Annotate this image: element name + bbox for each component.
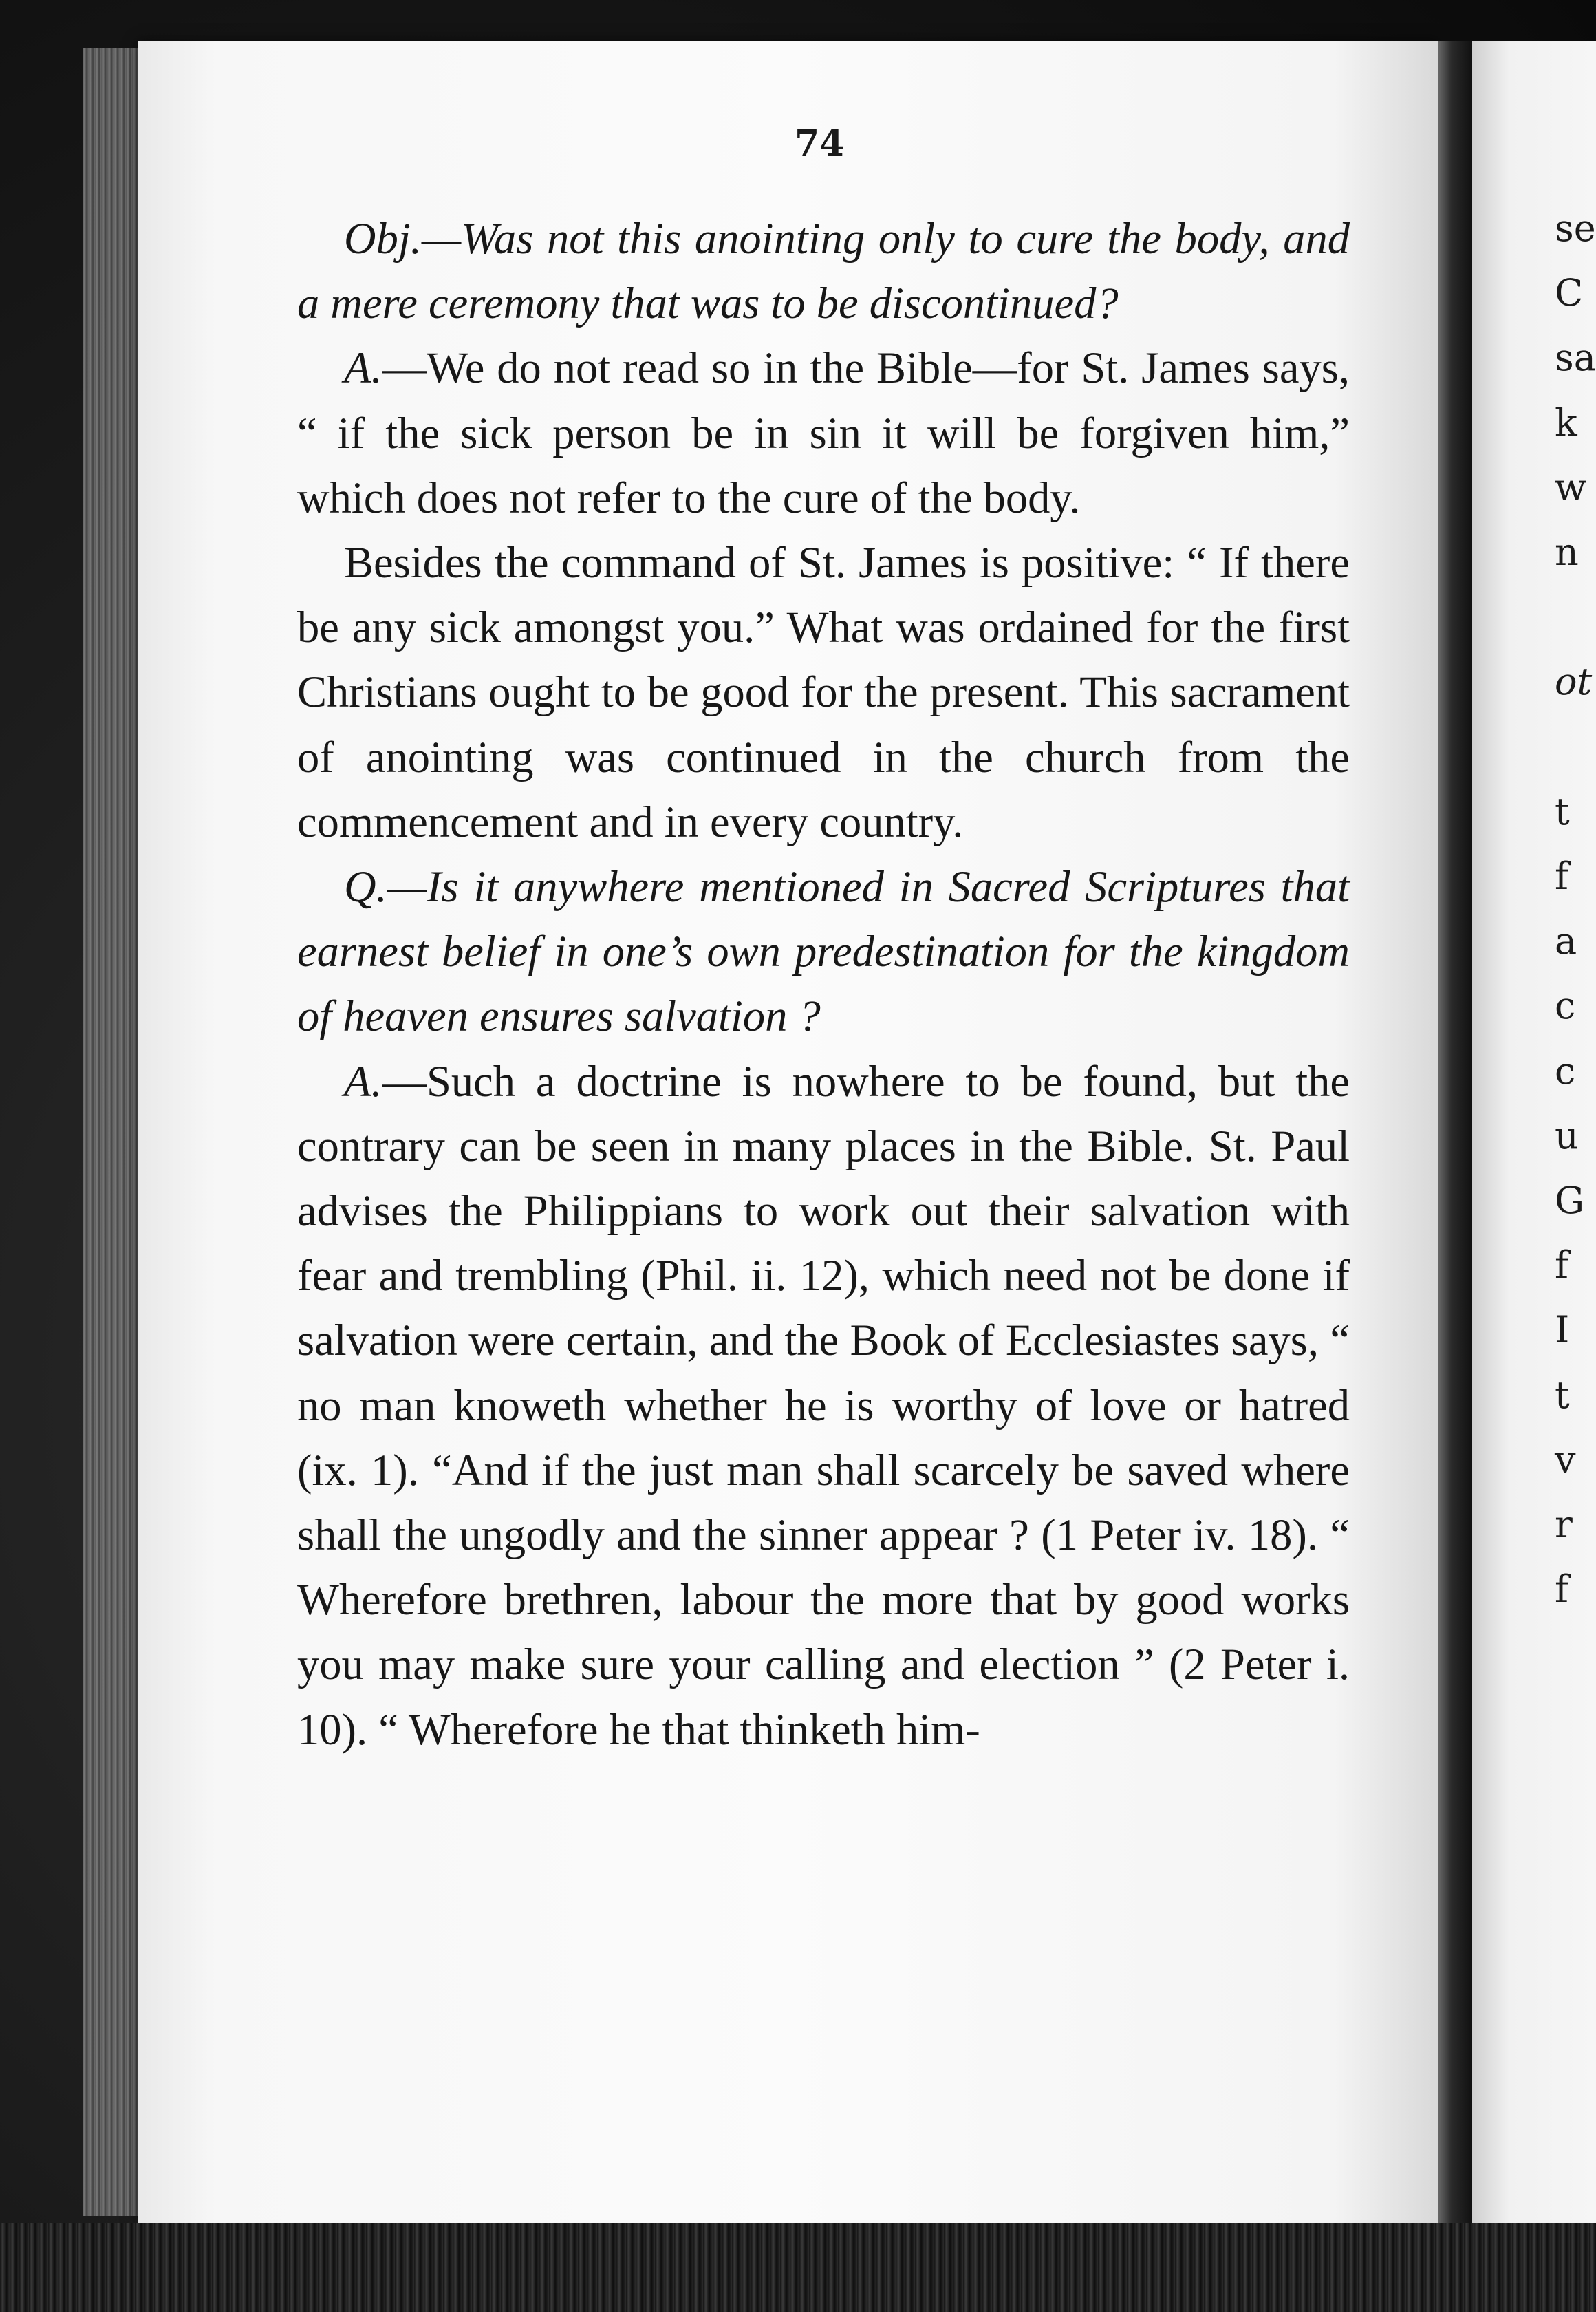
facing-page-line: C xyxy=(1555,271,1584,315)
facing-page-line: f xyxy=(1555,855,1568,898)
page-number: 74 xyxy=(795,122,845,164)
objection-paragraph xyxy=(297,206,1350,336)
paragraph-text: Besides the command of St. James is positive: “ If there be any sick amongst you.” What was ordained for the first Christians ought to be good for the present. This sacrament of anointing was continued in the church from the commencement and in every country. xyxy=(297,538,1350,846)
answer-paragraph xyxy=(297,1049,1350,1762)
facing-page-line: se xyxy=(1555,206,1596,250)
paragraph-text: —Is it anywhere mentioned in Sacred Scriptures that earnest belief in one’s own predestination for the kingdom of heaven ensures salvation ? xyxy=(297,862,1350,1041)
book-gutter xyxy=(1438,41,1472,2223)
scan-bottom-edge xyxy=(0,2223,1596,2312)
facing-page-line: c xyxy=(1555,1049,1576,1093)
facing-page-line: a xyxy=(1555,919,1577,963)
question-paragraph xyxy=(297,855,1350,1049)
facing-page-line: r xyxy=(1555,1503,1573,1546)
page-stack-edge xyxy=(83,48,144,2216)
paragraph-text: —Was not this anointing only to cure the body, and a mere ceremony that was to be discontinued? xyxy=(297,214,1350,328)
facing-page-line: c xyxy=(1555,984,1576,1028)
paragraph-text: —Such a doctrine is nowhere to be found, but the contrary can be seen in many places in the Bible. St. Paul advises the Philippians to work out their salvation with fear and trembling (Phil. ii. 12), which need not be done if salvation were certain, and the Book of Ecclesiastes says, “ no man knoweth whether he is worthy of love or hatred (ix. 1). “And if the just man shall scarcely be saved where shall the ungodly and the sinner appear ? (1 Peter iv. 18). “ Wherefore brethren, labour the more that by good works you may make sure your calling and election ” (2 Peter i. 10). “ Wherefore he that thinketh him- xyxy=(297,1056,1350,1754)
facing-page-line: ot xyxy=(1555,660,1593,704)
facing-page-line: w xyxy=(1555,465,1587,509)
paragraph-label: A. xyxy=(344,1056,382,1106)
body-paragraph xyxy=(297,531,1350,855)
paragraph-label: A. xyxy=(344,343,382,393)
paragraph-label: Obj. xyxy=(344,214,422,263)
facing-page-line: n xyxy=(1555,531,1579,574)
paragraph-text: —We do not read so in the Bible—for St. James says, “ if the sick person be in sin it will be forgiven him,” which does not refer to the cure of the body. xyxy=(297,343,1350,522)
facing-page-line: f xyxy=(1555,1243,1568,1287)
facing-page-line: f xyxy=(1555,1567,1568,1612)
facing-page-line: G xyxy=(1555,1179,1585,1222)
facing-page-line: t xyxy=(1555,1373,1570,1417)
paragraph-label: Q. xyxy=(344,862,387,912)
facing-page-line: t xyxy=(1555,789,1570,833)
facing-page-line: v xyxy=(1555,1437,1576,1481)
facing-page-line: sa xyxy=(1555,336,1596,380)
facing-page-fragment xyxy=(1472,41,1596,2229)
page-text xyxy=(297,206,1350,1762)
facing-page-line: u xyxy=(1555,1113,1579,1157)
answer-paragraph xyxy=(297,336,1350,531)
facing-page-line: I xyxy=(1555,1308,1570,1352)
facing-page-line: k xyxy=(1555,400,1577,445)
